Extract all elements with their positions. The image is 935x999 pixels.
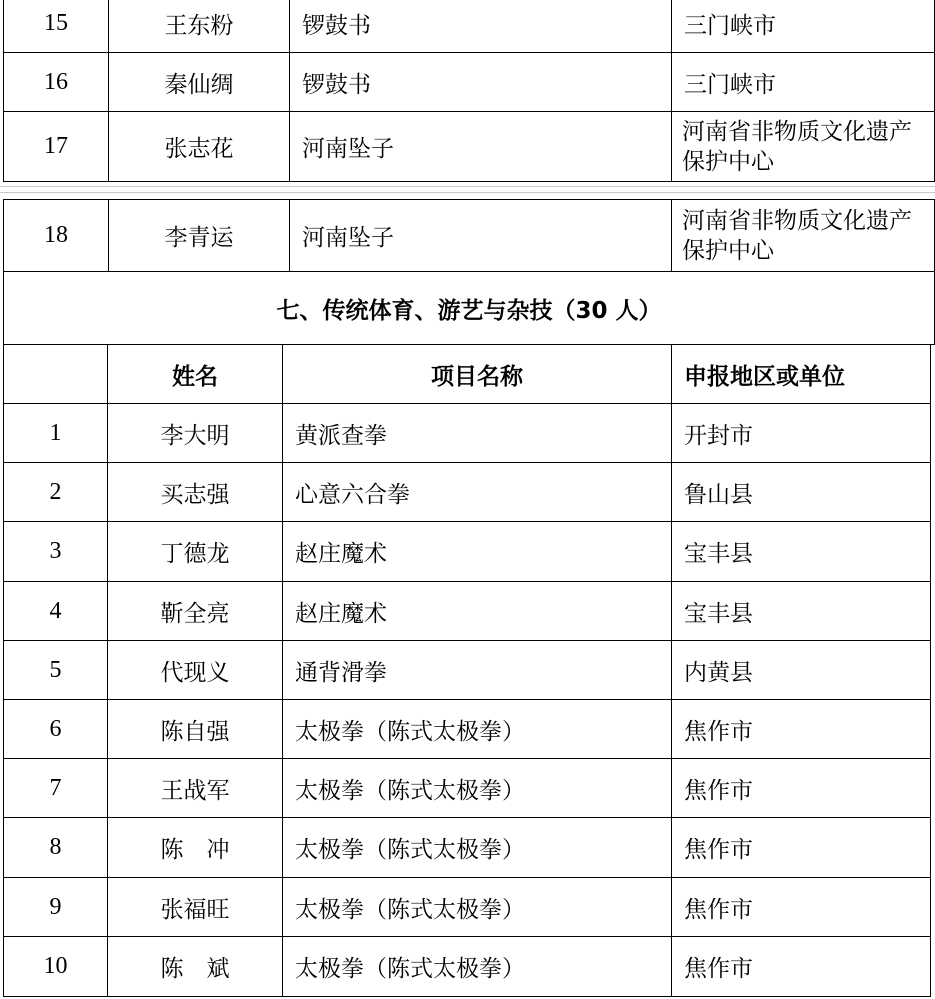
person-name: 张福旺 — [108, 878, 283, 937]
row-number: 7 — [4, 759, 108, 818]
section-title: 七、传统体育、游艺与杂技（30 人） — [4, 272, 935, 345]
region: 焦作市 — [672, 937, 931, 997]
table-row — [4, 522, 931, 582]
region: 焦作市 — [672, 878, 931, 937]
region: 鲁山县 — [672, 463, 931, 522]
region: 宝丰县 — [672, 582, 931, 641]
table-row — [4, 759, 931, 818]
region: 河南省非物质文化遗产保护中心 — [672, 200, 935, 272]
person-name: 陈 冲 — [108, 818, 283, 878]
row-number: 15 — [4, 0, 109, 53]
row-number: 17 — [4, 112, 109, 182]
row-number: 8 — [4, 818, 108, 878]
header-row — [4, 345, 931, 404]
region: 河南省非物质文化遗产保护中心 — [672, 112, 935, 182]
row-number: 1 — [4, 404, 108, 463]
project-name: 河南坠子 — [290, 200, 672, 272]
project-name: 河南坠子 — [290, 112, 672, 182]
row-number: 3 — [4, 522, 108, 582]
project-name: 太极拳（陈式太极拳） — [283, 937, 672, 997]
table-row — [4, 937, 931, 997]
page-break-line — [0, 186, 935, 187]
project-name: 锣鼓书 — [290, 53, 672, 112]
project-name: 太极拳（陈式太极拳） — [283, 700, 672, 759]
row-number: 4 — [4, 582, 108, 641]
project-name: 赵庄魔术 — [283, 582, 672, 641]
project-name: 黄派查拳 — [283, 404, 672, 463]
table-row — [4, 700, 931, 759]
person-name: 靳全亮 — [108, 582, 283, 641]
table-row — [4, 404, 931, 463]
row-number: 2 — [4, 463, 108, 522]
project-name: 太极拳（陈式太极拳） — [283, 878, 672, 937]
page-break — [0, 182, 935, 199]
person-name: 王东粉 — [109, 0, 290, 53]
table-row — [4, 641, 931, 700]
page-break-line — [0, 192, 935, 193]
person-name: 张志花 — [109, 112, 290, 182]
table-row — [4, 112, 935, 182]
row-number: 16 — [4, 53, 109, 112]
person-name: 李青运 — [109, 200, 290, 272]
region: 焦作市 — [672, 818, 931, 878]
project-name: 赵庄魔术 — [283, 522, 672, 582]
header-region: 申报地区或单位 — [672, 345, 931, 404]
section-title-row — [4, 272, 935, 345]
table-row — [4, 53, 935, 112]
person-name: 陈 斌 — [108, 937, 283, 997]
table-row — [4, 463, 931, 522]
person-name: 陈自强 — [108, 700, 283, 759]
header-name: 姓名 — [108, 345, 283, 404]
person-name: 买志强 — [108, 463, 283, 522]
region: 内黄县 — [672, 641, 931, 700]
header-number — [4, 345, 108, 404]
table-row — [4, 878, 931, 937]
person-name: 秦仙绸 — [109, 53, 290, 112]
row-number: 5 — [4, 641, 108, 700]
header-project: 项目名称 — [283, 345, 672, 404]
project-name: 通背滑拳 — [283, 641, 672, 700]
region: 焦作市 — [672, 759, 931, 818]
section7-table — [3, 344, 931, 997]
person-name: 丁德龙 — [108, 522, 283, 582]
table-row — [4, 582, 931, 641]
person-name: 李大明 — [108, 404, 283, 463]
region: 宝丰县 — [672, 522, 931, 582]
region: 焦作市 — [672, 700, 931, 759]
lower-table — [3, 199, 935, 345]
upper-table — [3, 0, 935, 182]
row-number: 10 — [4, 937, 108, 997]
region: 三门峡市 — [672, 53, 935, 112]
project-name: 心意六合拳 — [283, 463, 672, 522]
table-row — [4, 0, 935, 53]
table-row — [4, 200, 935, 272]
region: 开封市 — [672, 404, 931, 463]
person-name: 代现义 — [108, 641, 283, 700]
table-row — [4, 818, 931, 878]
project-name: 锣鼓书 — [290, 0, 672, 53]
region: 三门峡市 — [672, 0, 935, 53]
project-name: 太极拳（陈式太极拳） — [283, 818, 672, 878]
row-number: 9 — [4, 878, 108, 937]
row-number: 18 — [4, 200, 109, 272]
person-name: 王战军 — [108, 759, 283, 818]
row-number: 6 — [4, 700, 108, 759]
project-name: 太极拳（陈式太极拳） — [283, 759, 672, 818]
